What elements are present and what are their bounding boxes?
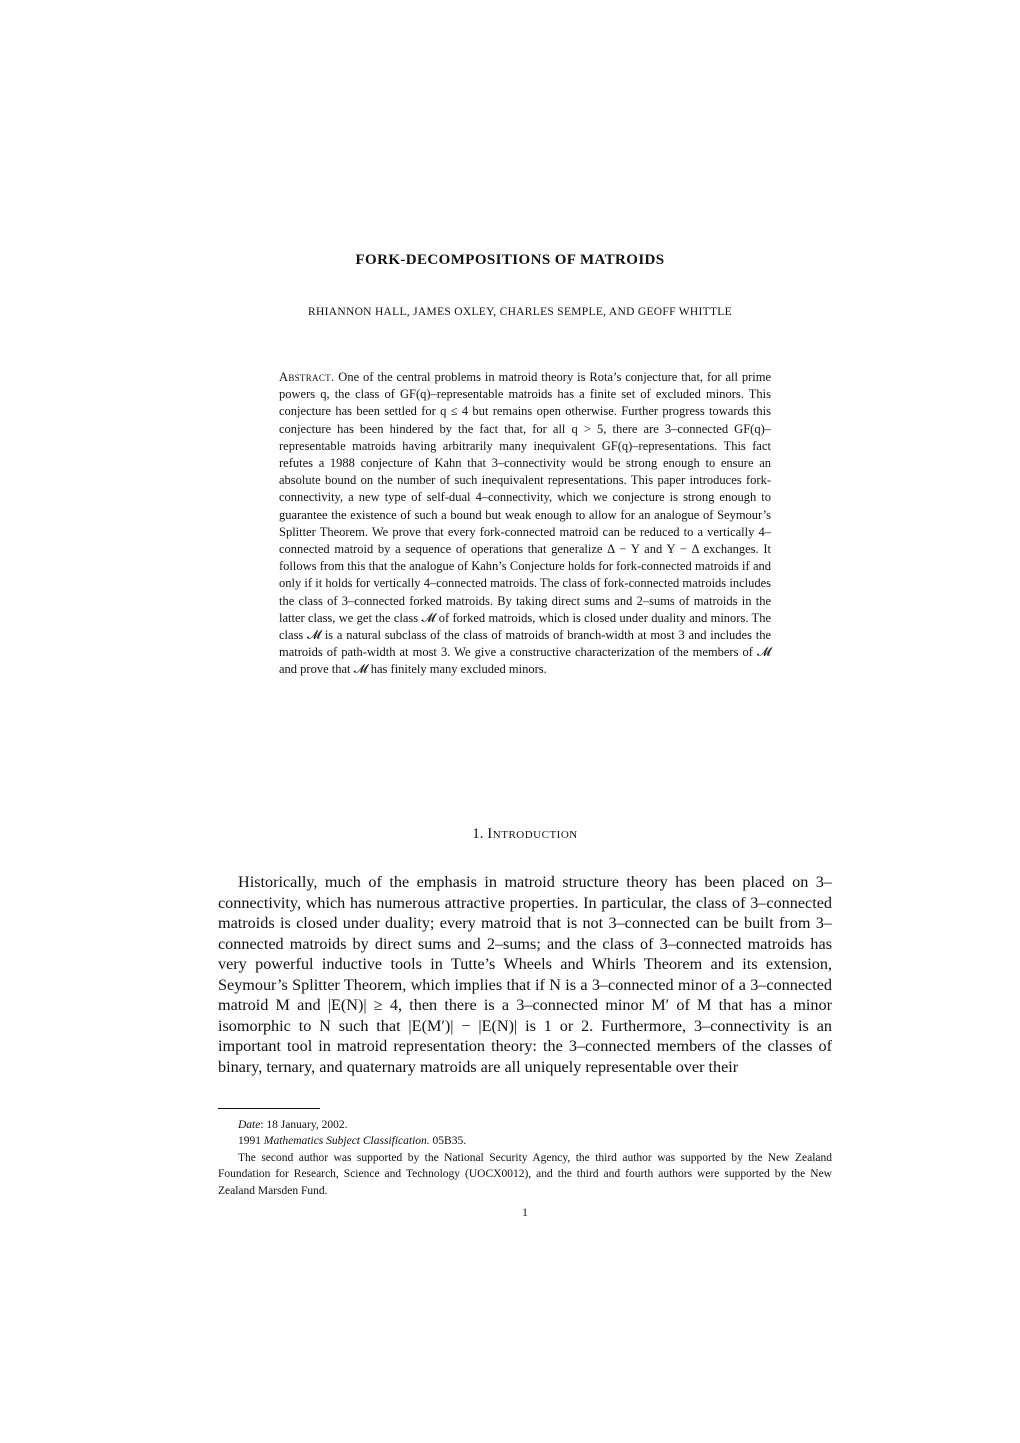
date-label: Date <box>238 1119 261 1131</box>
paper-title: FORK-DECOMPOSITIONS OF MATROIDS <box>355 252 665 268</box>
footnote-rule <box>218 1108 320 1109</box>
footnote-msc <box>218 1133 832 1149</box>
footnote-support: The second author was supported by the National Security Agency, the third author was supported by the New Zealand Foundation for Research, Science and Technology (UOCX0012), and the third and fourth authors were supported by the New Zealand Marsden Fund. <box>218 1151 832 1197</box>
section-number: 1. <box>472 826 484 842</box>
section-title: Introduction <box>487 826 578 842</box>
abstract-label: Abstract. <box>279 370 335 384</box>
date-value: : 18 January, 2002. <box>260 1119 348 1131</box>
section-heading <box>0 826 1020 843</box>
page-number: 1 <box>522 1207 528 1219</box>
abstract <box>279 369 771 679</box>
msc-year: 1991 <box>238 1135 261 1148</box>
author-list: RHIANNON HALL, JAMES OXLEY, CHARLES SEMPLE, AND GEOFF WHITTLE <box>308 306 732 318</box>
abstract-text: One of the central problems in matroid theory is Rota’s conjecture that, for all prime powers q, the class of GF(q)–representable matroids has a finite set of excluded minors. This conjecture has been settled for q ≤ 4 but remains open otherwise. Further progress towards this conjecture has been hindered by the fact that, for all q > 5, there are 3–connected GF(q)–representable matroids having arbitrarily many inequivalent GF(q)–representations. This fact refutes a 1988 conjecture of Kahn that 3–connectivity would be strong enough to ensure an absolute bound on the number of such inequivalent representations. This paper introduces fork-connectivity, a new type of self-dual 4–connectivity, which we conjecture is strong enough to guarantee the existence of such a bound but weak enough to allow for an analogue of Seymour’s Splitter Theorem. We prove that every fork-connected matroid can be reduced to a vertically 4–connected matroid by a sequence of operations that generalize Δ − Y and Y − Δ exchanges. It follows from this that the analogue of Kahn’s Conjecture holds for fork-connected matroids if and only if it holds for vertically 4–connected matroids. The class of fork-connected matroids includes the class of 3–connected forked matroids. By taking direct sums and 2–sums of matroids in the latter class, we get the class 𝓜 of forked matroids, which is closed under duality and minors. The class 𝓜 is a natural subclass of the class of matroids of branch-width at most 3 and includes the matroids of path-width at most 3. We give a constructive characterization of the members of 𝓜 and prove that 𝓜 has finitely many excluded minors. <box>279 370 772 677</box>
footnotes <box>218 1117 832 1199</box>
msc-label: Mathematics Subject Classification. <box>263 1135 430 1148</box>
msc-value: 05B35. <box>432 1135 467 1148</box>
footnote-date <box>218 1117 832 1133</box>
intro-paragraph: Historically, much of the emphasis in matroid structure theory has been placed on 3–connectivity, which has numerous attractive properties. In particular, the class of 3–connected matroids is closed under duality; every matroid that is not 3–connected can be built from 3–connected matroids by direct sums and 2–sums; and the class of 3–connected matroids has very powerful inductive tools in Tutte’s Wheels and Whirls Theorem and its extension, Seymour’s Splitter Theorem, which implies that if N is a 3–connected minor of a 3–connected matroid M and |E(N)| ≥ 4, then there is a 3–connected minor M′ of M that has a minor isomorphic to N such that |E(M′)| − |E(N)| is 1 or 2. Furthermore, 3–connectivity is an important tool in matroid representation theory: the 3–connected members of the classes of binary, ternary, and quaternary matroids are all uniquely representable over their <box>218 873 832 1076</box>
